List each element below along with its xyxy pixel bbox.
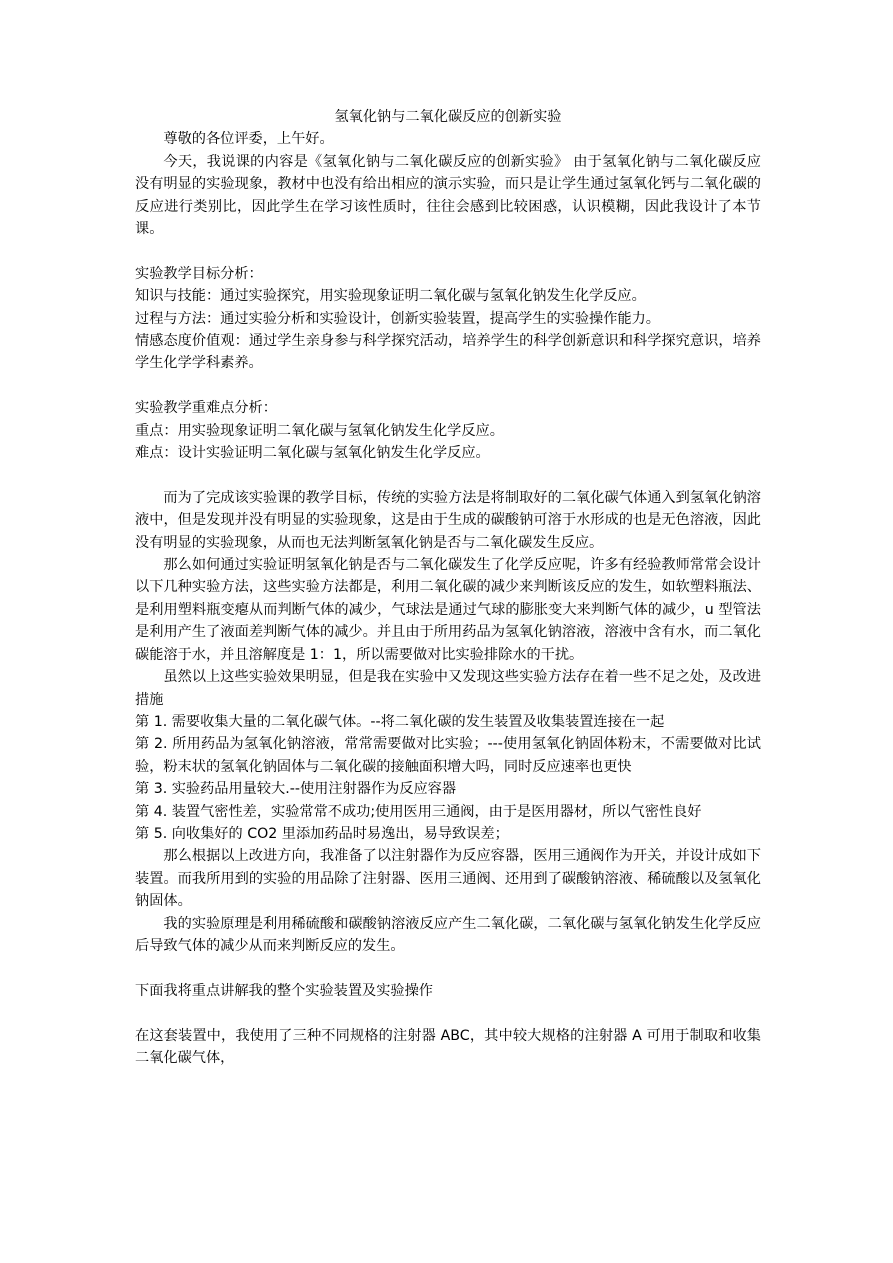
next-section-paragraph: 下面我将重点讲解我的整个实验装置及实验操作 <box>135 982 433 999</box>
key-point: 重点：用实验现象证明二氧化碳与氢氧化钠发生化学反应。 <box>135 422 504 439</box>
improvement-item-3: 第 3. 实验药品用量较大.--使用注射器作为反应容器 <box>135 781 457 798</box>
design-paragraph: 那么根据以上改进方向，我准备了以注射器作为反应容器，医用三通阀作为开关，并设计成如下装置。而我所用到的实验的用品除了注射器、医用三通阀、还用到了碳酸钠溶液、稀硫酸以及氢氧化钠固体。 <box>135 848 761 910</box>
goal-knowledge: 知识与技能：通过实验探究，用实验现象证明二氧化碳与氢氧化钠发生化学反应。 <box>135 288 646 305</box>
blank-line <box>135 957 761 979</box>
greeting: 尊敬的各位评委，上午好。 <box>163 131 334 148</box>
improvement-item-5: 第 5. 向收集好的 CO2 里添加药品时易逸出，易导致误差； <box>135 825 509 842</box>
document-title: 氢氧化钠与二氧化碳反应的创新实验 <box>334 109 562 125</box>
blank-line <box>135 240 761 262</box>
traditional-method-paragraph: 而为了完成该实验课的教学目标，传统的实验方法是将制取好的二氧化碳气体通入到氢氧化钠溶液中，但是发现并没有明显的实验现象，这是由于生成的碳酸钠可溶于水形成的也是无色溶液，因此没有明显的实验现象，从而也无法判断氢氧化钠是否与二氧化碳发生反应。 <box>135 489 761 551</box>
blank-line <box>135 375 761 397</box>
document-body <box>135 106 761 1069</box>
improvement-item-4: 第 4. 装置气密性差，实验常常不成功;使用医用三通阀，由于是医用器材，所以气密性良好 <box>135 803 702 820</box>
blank-line <box>135 464 761 486</box>
intro-paragraph: 今天，我说课的内容是《氢氧化钠与二氧化碳反应的创新实验》 由于氢氧化钠与二氧化碳反应没有明显的实验现象，教材中也没有给出相应的演示实验，而只是让学生通过氢氧化钙与二氧化碳的反应进行类别比，因此学生在学习该性质时，往往会感到比较困惑，认识模糊，因此我设计了本节课。 <box>135 153 761 238</box>
shortcomings-paragraph: 虽然以上这些实验效果明显，但是我在实验中又发现这些实验方法存在着一些不足之处，及改进措施 <box>135 669 761 708</box>
methods-paragraph: 那么如何通过实验证明氢氧化钠是否与二氧化碳发生了化学反应呢，许多有经验教师常常会设计以下几种实验方法，这些实验方法都是，利用二氧化碳的减少来判断该反应的发生，如软塑料瓶法、是利用塑料瓶变瘪从而判断气体的减少，气球法是通过气球的膨胀变大来判断气体的减少，u 型管法是利用产生了液面差判断气体的减少。并且由于所用药品为氢氧化钠溶液，溶液中含有水，而二氧化碳能溶于水，并且溶解度是 1：1，所以需要做对比实验排除水的干扰。 <box>135 557 761 663</box>
goal-process: 过程与方法：通过实验分析和实验设计，创新实验装置，提高学生的实验操作能力。 <box>135 310 660 327</box>
keypoints-heading: 实验教学重难点分析： <box>135 400 277 417</box>
principle-paragraph: 我的实验原理是利用稀硫酸和碳酸钠溶液反应产生二氧化碳，二氧化碳与氢氧化钠发生化学反应后导致气体的减少从而来判断反应的发生。 <box>135 915 761 954</box>
blank-line <box>135 1002 761 1024</box>
improvement-item-2: 第 2. 所用药品为氢氧化钠溶液，常常需要做对比实验；---使用氢氧化钠固体粉末，不需要做对比试验，粉末状的氢氧化钠固体与二氧化碳的接触面积增大吗，同时反应速率也更快 <box>135 736 761 775</box>
device-paragraph: 在这套装置中，我使用了三种不同规格的注射器 ABC，其中较大规格的注射器 A 可用于制取和收集二氧化碳气体， <box>135 1027 761 1066</box>
goals-heading: 实验教学目标分析： <box>135 265 263 282</box>
goal-emotion: 情感态度价值观：通过学生亲身参与科学探究活动，培养学生的科学创新意识和科学探究意识，培养学生化学学科素养。 <box>135 333 761 372</box>
improvement-item-1: 第 1. 需要收集大量的二氧化碳气体。--将二氧化碳的发生装置及收集装置连接在一起 <box>135 713 665 730</box>
difficult-point: 难点：设计实验证明二氧化碳与氢氧化钠发生化学反应。 <box>135 445 490 462</box>
